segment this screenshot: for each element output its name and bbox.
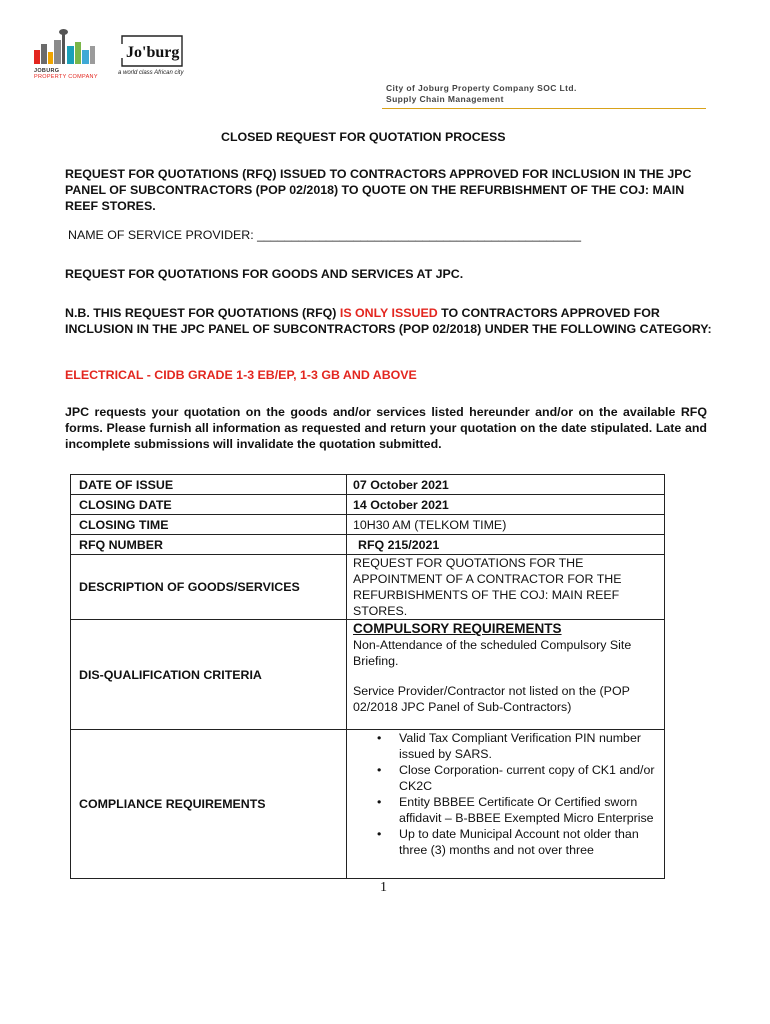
table-row bbox=[71, 515, 665, 535]
list-item: • Entity BBBEE Certificate Or Certified sworn affidavit – B-BBEE Exempted Micro Enterprise bbox=[377, 794, 656, 826]
nb-notice bbox=[65, 305, 715, 337]
service-provider-line: NAME OF SERVICE PROVIDER: _______________________________________________ bbox=[68, 228, 581, 242]
goods-services-line: REQUEST FOR QUOTATIONS FOR GOODS AND SERVICES AT JPC. bbox=[65, 267, 464, 281]
table-row bbox=[71, 555, 665, 620]
nb-highlight: IS ONLY ISSUED bbox=[339, 306, 438, 320]
table-row bbox=[71, 495, 665, 515]
table-row bbox=[71, 475, 665, 495]
header-rule bbox=[382, 108, 706, 109]
disqualification-item: Service Provider/Contractor not listed on the (POP 02/2018 JPC Panel of Sub-Contractors) bbox=[353, 684, 630, 714]
compliance-list bbox=[353, 730, 656, 858]
category-line: ELECTRICAL - CIDB GRADE 1-3 EB/EP, 1-3 GB AND ABOVE bbox=[65, 368, 417, 382]
table-row bbox=[71, 535, 665, 555]
list-item: • Up to date Municipal Account not older than three (3) months and not over three bbox=[377, 826, 656, 858]
disqualification-label: DIS-QUALIFICATION CRITERIA bbox=[71, 620, 347, 730]
document-heading: CLOSED REQUEST FOR QUOTATION PROCESS bbox=[221, 130, 506, 144]
list-item: • Close Corporation- current copy of CK1 and/or CK2C bbox=[377, 762, 656, 794]
description-value: REQUEST FOR QUOTATIONS FOR THE APPOINTMENT OF A CONTRACTOR FOR THE REFURBISHMENTS OF THE COJ: MAIN REEF STORES. bbox=[347, 555, 665, 620]
closing-date-value: 14 October 2021 bbox=[347, 495, 665, 515]
nb-text-1: N.B. THIS REQUEST FOR QUOTATIONS (RFQ) bbox=[65, 306, 340, 320]
closing-time-value: 10H30 AM (TELKOM TIME) bbox=[347, 515, 665, 535]
company-header bbox=[386, 83, 577, 105]
company-name: City of Joburg Property Company SOC Ltd. bbox=[386, 83, 577, 93]
description-label: DESCRIPTION OF GOODS/SERVICES bbox=[71, 555, 347, 620]
joburg-logo bbox=[118, 30, 188, 72]
closing-date-label: CLOSING DATE bbox=[71, 495, 347, 515]
rfq-number-label: RFQ NUMBER bbox=[71, 535, 347, 555]
jpc-logo-text: JOBURG PROPERTY COMPANY bbox=[34, 68, 98, 80]
svg-text:Jo'burg: Jo'burg bbox=[126, 44, 180, 61]
compulsory-requirements-heading: COMPULSORY REQUIREMENTS bbox=[353, 621, 562, 636]
closing-time-label: CLOSING TIME bbox=[71, 515, 347, 535]
list-item: • Valid Tax Compliant Verification PIN number issued by SARS. bbox=[377, 730, 656, 762]
date-of-issue-label: DATE OF ISSUE bbox=[71, 475, 347, 495]
department-name: Supply Chain Management bbox=[386, 94, 504, 104]
compliance-value bbox=[347, 730, 665, 879]
nb-text-2: TO CONTRACTORS APPROVED FOR INCLUSION IN THE JPC PANEL OF SUBCONTRACTORS (POP 02/2018) UNDER THE FOLLOWING CATEGORY: bbox=[65, 306, 712, 336]
disqualification-item: Non-Attendance of the scheduled Compulsory Site Briefing. bbox=[353, 638, 632, 668]
joburg-tagline: a world class African city bbox=[118, 70, 184, 76]
rfq-title: REQUEST FOR QUOTATIONS (RFQ) ISSUED TO CONTRACTORS APPROVED FOR INCLUSION IN THE JPC PANEL OF SUBCONTRACTORS (POP 02/2018) TO QUOTE ON THE REFURBISHMENT OF THE COJ: MAIN REEF STORES. bbox=[65, 167, 692, 213]
intro-paragraph: JPC requests your quotation on the goods and/or services listed hereunder and/or on the available RFQ forms. Please furnish all information as requested and return your quotation on the date stipulated. Late and incomplete submissions will invalidate the quotation submitted. bbox=[65, 405, 707, 451]
date-of-issue-value: 07 October 2021 bbox=[347, 475, 665, 495]
table-row bbox=[71, 620, 665, 730]
compliance-label: COMPLIANCE REQUIREMENTS bbox=[71, 730, 347, 879]
rfq-info-table bbox=[70, 474, 665, 879]
table-row bbox=[71, 730, 665, 879]
page-number: 1 bbox=[380, 880, 387, 895]
rfq-number-value: RFQ 215/2021 bbox=[347, 535, 665, 555]
disqualification-value bbox=[347, 620, 665, 730]
